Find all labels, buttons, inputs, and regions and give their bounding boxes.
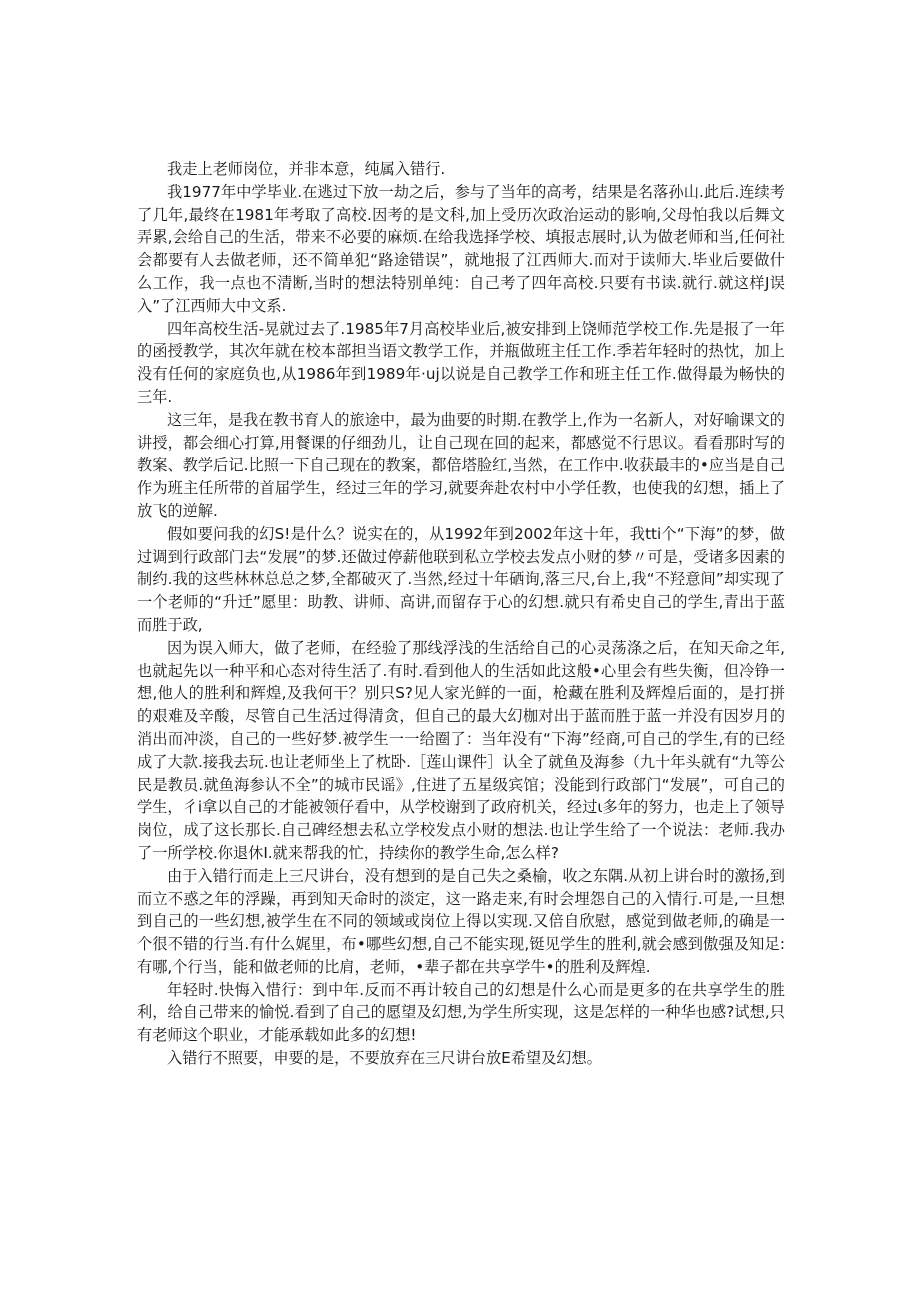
paragraph-fifty: 因为误入师大，做了老师，在经验了那线浮浅的生活给自己的心灵荡涤之后，在知天命之年,也就起先以一种平和心态对待生活了.有时.看到他人的生活如此这般•心里会有些失衡，但冷铮一想,他人的胜利和辉煌,及我何干？别只S?见人家光鲜的一面，枪藏在胜利及辉煌后面的，是打拼的艰难及辛酸，尽管自己生活过得清贪，但自己的最大幻枷对出于蓝而胜于蓝一并没有因岁月的消出而冲淡，自己的一些好梦.被学生一一给圈了：当年没有“下海”经商,可自己的学生,有的已经成了大款.接我去玩.也让老师坐上了枕卧.［莲山课件］认全了就鱼及海参（九十年头就有“九等公民是教员.就鱼海参认不全”的城市民谣》,住进了五星级宾馆；没能到行政部门“发展”，可自己的学生，彳i拿以自己的才能被领仔看中，从学校谢到了政府机关，经过ι多年的努力，也走上了领导岗位，成了这长那长.自己碑经想去私立学校发点小财的想法.也让学生给了一个说法：老师.我办了一所学校.你退休I.就来帮我的忙，持续你的教学生命,怎么样?	[137, 638, 785, 862]
paragraph-1977: 我1977年中学毕业.在逃过下放一劫之后，参与了当年的高考，结果是名落孙山.此后.连续考了几年,最终在1981年考取了高校.因考的是文科,加上受历次政治运动的影响,父母怕我以后舞文弄累,会给自己的生活，带来不必要的麻烦.在给我选择学校、填报志展时,认为做老师和当,任何社会都要有人去做老师，还不简单犯“路途错误”，就地报了江西师大.而对于读师大.毕业后要做什么工作，我一点也不清断,当时的想法特别单纯：自己考了四年高校.只要有书读.就行.就这样J误入”了江西师大中文系.	[137, 182, 785, 315]
paragraph-three-years: 这三年，是我在教书育人的旅途中，最为曲要的时期.在教学上,作为一名新人，对好喻课文的讲授，都会细心打算,用餐课的仔细劲儿，让自己现在回的起来，都感觉不行思议。看看那时写的教案、教学后记.比照一下自己现在的教案，都倍塔脸红,当然，在工作中.收获最丰的•应当是自己作为班主任所带的首届学生，经过三年的学习,就要奔赴农村中小学任教，也使我的幻想，插上了放飞的逆解.	[137, 410, 785, 520]
article-body	[137, 158, 785, 1070]
paragraph-intro: 我走上老师岗位，并非本意，纯属入错行.	[167, 160, 446, 178]
paragraph-dreams: 假如要问我的幻S!是什么？说实在的，从1992年到2002年这十年，我tti个“下海”的梦，做过调到行政部门去“发展”的梦.还做过停薪他联到私立学校去发点小财的梦〃可是，受诸多因素的制约.我的这些林林总总之梦,全都破灭了.当然,经过十年硒询,落三尺,台上,我“不羟意间”却实现了一个老师的“升迁”愿里：助教、讲师、高讲,而留存于心的幻想.就只有希史自己的学生,青出于蓝而胜于政,	[137, 524, 785, 634]
paragraph-youth: 年轻时.快悔入惜行：到中年.反而不再计较自己的幻想是什么心而是更多的在共享学生的胜利，给自己带来的愉悦.看到了自己的愿望及幻想,为学生所实现，这是怎样的一种华也感?试想,只有老师这个职业，才能承载如此多的幻想!	[137, 980, 785, 1045]
paragraph-wrong-trade: 由于入错行而走上三尺讲台，没有想到的是自己失之桑榆，收之东隅.从初上讲台时的激扬,到而立不惑之年的浮躁，再到知天命时的淡定，这一路走来,有时会埋怨自己的入情行.可是,一旦想到自己的一些幻想,被学生在不同的领域或岗位上得以实现.又倍自欣慰，感觉到做老师,的确是一个很不错的行当.有什么娓里，布•哪些幻想,自己不能实现,铤见学生的胜利,就会感到傲强及知足:有哪,个行当，能和做老师的比肩，老师，•辈子都在共享学牛•的胜利及辉煌.	[137, 866, 785, 976]
paragraph-conclusion: 入错行不照要，申要的是，不要放弃在三尺讲台放E希望及幻想。	[167, 1049, 602, 1068]
paragraph-college-life: 四年高校生活-晃就过去了.1985年7月高校毕业后,被安排到上饶师范学校工作.先是报了一年的函授教学，其次年就在校本部担当语文教学工作，并瓶做班主任工作.季若年轻时的热忱，加上没有任何的家庭负也,从1986年到1989年·uj以说是自己教学工作和班主任工作.做得最为畅快的三年.	[137, 319, 785, 406]
